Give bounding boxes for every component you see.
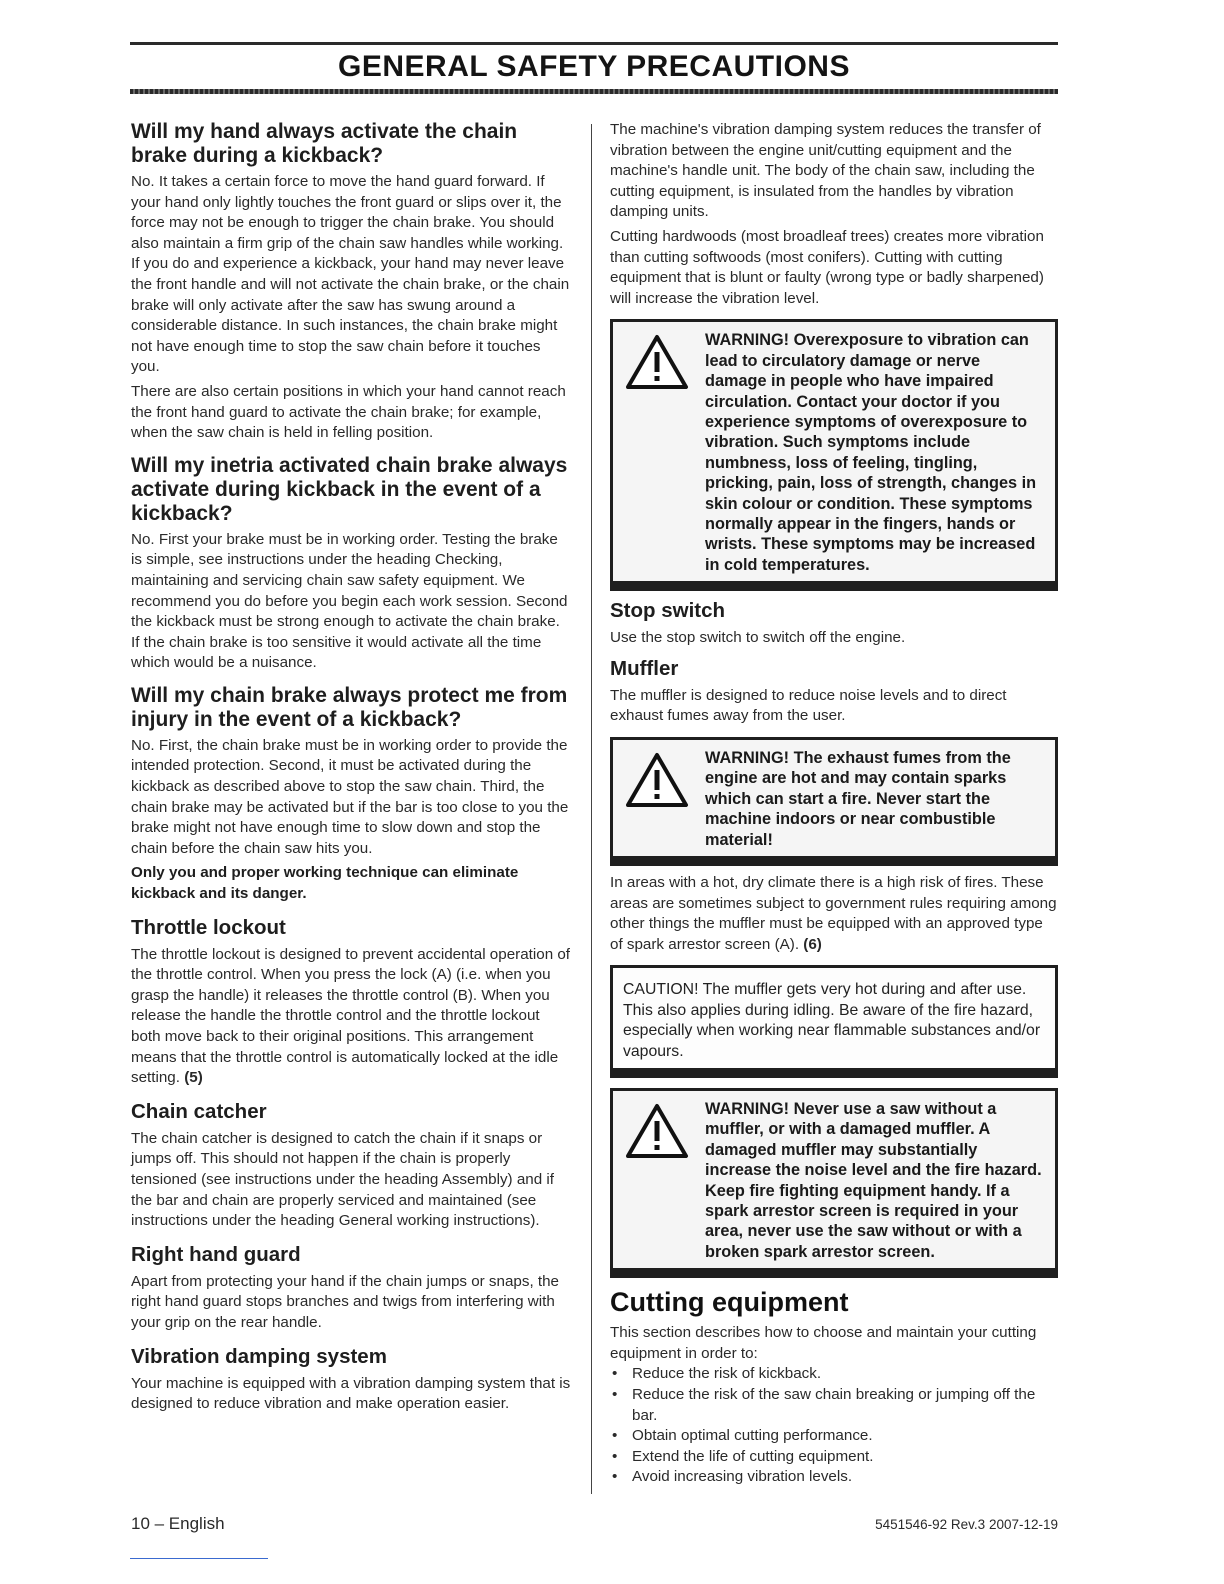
paragraph: No. First your brake must be in working order. Testing the brake is simple, see instructions under the heading Checking, maintaining and servicing chain saw safety equipment. We recommend you do before you begin each work session. Second the kickback must be strong enough to activate the chain brake. If the chain brake is too sensitive it would activate all the time which would be a nuisance. bbox=[131, 530, 568, 672]
paragraph: Your machine is equipped with a vibration damping system that is designed to reduce vibration and make operation easier. bbox=[131, 1374, 571, 1413]
section-heading-inertia-brake: Will my inetria activated chain brake always activate during kickback in the event of a kickback? bbox=[131, 453, 568, 525]
list-item: • Extend the life of cutting equipment. bbox=[610, 1447, 1058, 1468]
warning-text: WARNING! The exhaust fumes from the engine are hot and may contain sparks which can start a fire. Never start the machine indoors or near combustible material! bbox=[705, 749, 1011, 849]
paragraph: The machine's vibration damping system reduces the transfer of vibration between the engine unit/cutting equipment and the machine's handle unit. The body of the chain saw, including the cutting equipment, is insulated from the handles by vibration damping units. bbox=[610, 121, 1041, 221]
bold-note: Only you and proper working technique can eliminate kickback and its danger. bbox=[131, 864, 519, 903]
list-item: • Obtain optimal cutting performance. bbox=[610, 1426, 1058, 1447]
left-column bbox=[131, 120, 571, 1415]
section-heading-chain-catcher: Chain catcher bbox=[131, 1099, 267, 1123]
warning-box-exhaust bbox=[610, 737, 1058, 866]
figure-ref: (5) bbox=[184, 1069, 203, 1087]
paragraph: No. It takes a certain force to move the hand guard forward. If your hand only lightly touches the front guard or slips over it, the force may not be enough to trigger the chain brake. You should also maintain a firm grip of the chain saw handles while working. If you do and experience a kickback, your hand may never leave the front handle and will not activate the chain brake, or the chain brake will only activate after the saw has swung around a considerable distance. In such instances, the chain brake might not have enough time to stop the saw chain before it touches you. bbox=[131, 173, 570, 376]
paragraph: There are also certain positions in which your hand cannot reach the front hand guard to activate the chain brake; for example, when the saw chain is held in felling position. bbox=[131, 382, 566, 442]
section-heading-cutting-equipment: Cutting equipment bbox=[610, 1287, 849, 1318]
paragraph: The throttle lockout is designed to prevent accidental operation of the throttle control. When you press the lock (A) (i.e. when you grasp the handle) it releases the throttle control (B). When you release the handle the throttle control and the throttle lockout both move back to their original positions. This arrangement means that the throttle control is automatically locked at the idle setting. (5) bbox=[131, 945, 571, 1087]
section-heading-brake-protect: Will my chain brake always protect me from injury in the event of a kickback? bbox=[131, 683, 568, 731]
section-heading-stop-switch: Stop switch bbox=[610, 599, 726, 623]
caution-box-muffler bbox=[610, 965, 1058, 1078]
section-heading-throttle-lockout: Throttle lockout bbox=[131, 915, 286, 939]
warning-triangle-icon bbox=[625, 334, 689, 390]
section-heading-vibration-damping: Vibration damping system bbox=[131, 1344, 387, 1368]
paragraph: The muffler is designed to reduce noise levels and to direct exhaust fumes away from the user. bbox=[610, 686, 1007, 725]
section-heading-muffler: Muffler bbox=[610, 656, 679, 680]
paragraph: Apart from protecting your hand if the chain jumps or snaps, the right hand guard stops branches and twigs from interfering with your grip on the rear handle. bbox=[131, 1272, 560, 1331]
header-bottom-rule bbox=[130, 89, 1058, 94]
warning-triangle-icon bbox=[625, 1103, 689, 1159]
warning-triangle-icon bbox=[625, 752, 689, 808]
header-top-rule bbox=[130, 42, 1058, 45]
caution-text: CAUTION! The muffler gets very hot during and after use. This also applies during idling. Be aware of the fire hazard, especially when working near flammable substances and/or vapours. bbox=[623, 981, 1041, 1060]
list-item: • Avoid increasing vibration levels. bbox=[610, 1467, 1058, 1488]
right-column bbox=[610, 120, 1058, 1488]
paragraph: This section describes how to choose and maintain your cutting equipment in order to: bbox=[610, 1324, 1037, 1362]
warning-text: WARNING! Never use a saw without a muffler, or with a damaged muffler. A damaged muffler may substantially increase the noise level and the fire hazard. Keep fire fighting equipment handy. If a spark arrestor screen is required in your area, never use the saw without or with a broken spark arrestor screen. bbox=[705, 1100, 1042, 1261]
list-item: • Reduce the risk of kickback. bbox=[610, 1364, 1058, 1385]
list-item: • Reduce the risk of the saw chain breaking or jumping off the bar. bbox=[610, 1385, 1058, 1426]
column-divider bbox=[591, 124, 592, 1494]
paragraph: In areas with a hot, dry climate there is a high risk of fires. These areas are sometimes subject to government rules requiring among other things the muffler must be equipped with an approved type of spark arrestor screen (A). (6) bbox=[610, 874, 1057, 953]
section-heading-right-hand-guard: Right hand guard bbox=[131, 1242, 301, 1266]
bullet-list bbox=[610, 1364, 1058, 1488]
page-title: GENERAL SAFETY PRECAUTIONS bbox=[338, 50, 850, 83]
page-number: 10 – English bbox=[131, 1514, 225, 1533]
warning-text: WARNING! Overexposure to vibration can lead to circulatory damage or nerve damage in people who have impaired circulation. Contact your doctor if you experience symptoms of overexposure to vibration. Such symptoms include numbness, loss of feeling, tingling, pricking, pain, loss of strength, changes in skin colour or condition. These symptoms normally appear in the fingers, hands or wrists. These symptoms may be increased in cold temperatures. bbox=[705, 331, 1037, 574]
paragraph: Use the stop switch to switch off the engine. bbox=[610, 629, 906, 647]
warning-box-muffler bbox=[610, 1088, 1058, 1278]
paragraph: The chain catcher is designed to catch the chain if it snaps or jumps off. This should not happen if the chain is properly tensioned (see instructions under the heading Assembly) and if the bar and chain are properly serviced and maintained (see instructions under the heading General working instructions). bbox=[131, 1129, 554, 1230]
document-number: 5451546-92 Rev.3 2007-12-19 bbox=[875, 1517, 1058, 1532]
paragraph: No. First, the chain brake must be in working order to provide the intended protection. Second, it must be activated during the kickback as described above to stop the saw chain. Third, the chain brake may be activated but if the bar is too close to you the brake might not have enough time to slow down and stop the chain before the chain saw hits you. bbox=[131, 736, 569, 857]
bottom-divider bbox=[130, 1558, 268, 1559]
section-heading-hand-activate: Will my hand always activate the chain brake during a kickback? bbox=[131, 120, 518, 167]
figure-ref: (6) bbox=[803, 935, 822, 953]
warning-box-vibration bbox=[610, 319, 1058, 591]
paragraph: Cutting hardwoods (most broadleaf trees) creates more vibration than cutting softwoods (most conifers). Cutting with cutting equipment that is blunt or faulty (wrong type or badly sharpened) will increase the vibration level. bbox=[610, 227, 1044, 307]
